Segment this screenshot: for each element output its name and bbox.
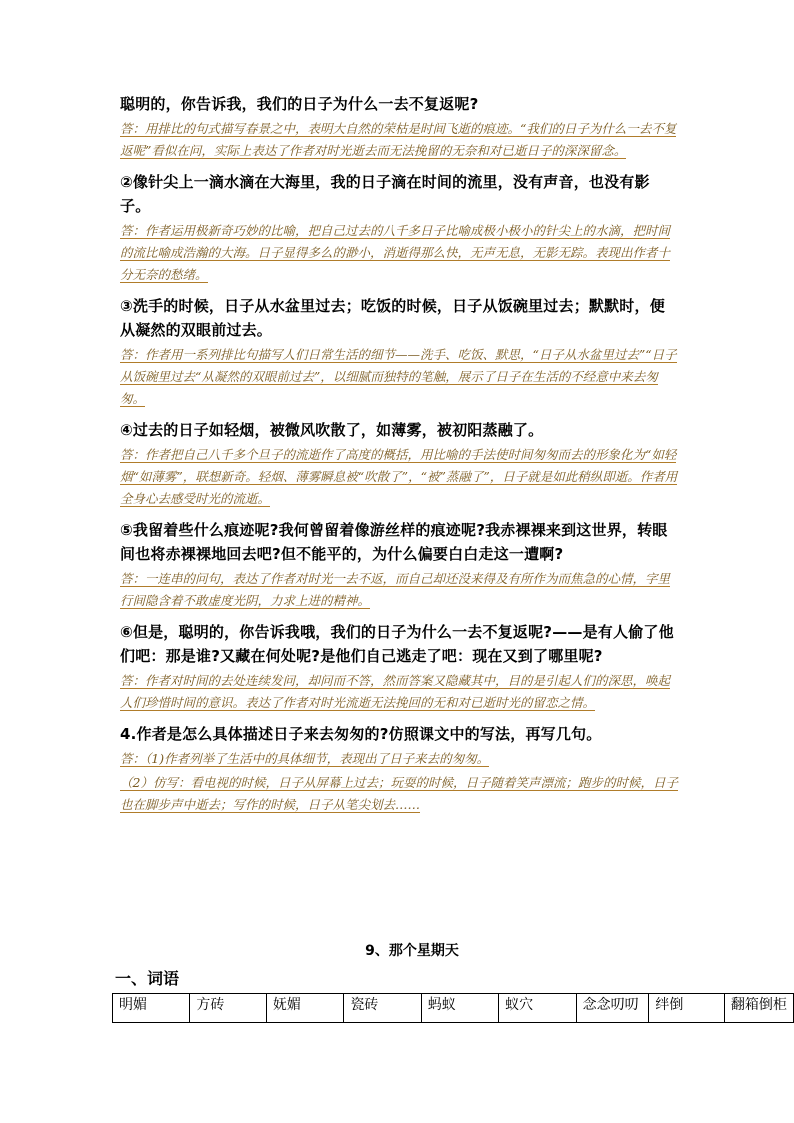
question-text: 4.作者是怎么具体描述日子来去匆匆的?仿照课文中的写法，再写几句。 — [120, 725, 602, 743]
vocab-table — [112, 993, 794, 1023]
question-text: ④过去的日子如轻烟，被微风吹散了，如薄雾，被初阳蒸融了。 — [120, 421, 544, 439]
qa-block-6 — [120, 620, 680, 714]
question-text: 聪明的，你告诉我，我们的日子为什么一去不复返呢? — [120, 95, 479, 113]
section-title: 9、那个星期天 — [365, 943, 459, 959]
question-text: ⑤我留着些什么痕迹呢?我何曾留着像游丝样的痕迹呢?我赤裸裸来到这世界，转眼间也将赤裸裸地回去吧?但不能平的，为什么偏要白白走这一遭啊? — [120, 521, 668, 563]
answer-text-2 — [120, 772, 680, 816]
question-text: ②像针尖上一滴水滴在大海里，我的日子滴在时间的流里，没有声音，也没有影子。 — [120, 173, 650, 215]
section-heading: 一、词语 — [115, 969, 180, 988]
answer-text — [120, 220, 680, 286]
vocab-cell: 蚂蚁 — [421, 994, 498, 1023]
answer-line: 答：用排比的句式描写春景之中，表明大自然的荣枯是时间飞逝的痕迹。“我们的日子为什么一去不复返呢”看似在问，实际上表达了作者对时光逝去而无法挽留的无奈和对已逝日子的深深留念。 — [120, 121, 677, 158]
answer-text — [120, 344, 680, 410]
qa-block-3 — [120, 294, 680, 410]
qa-block-5 — [120, 518, 680, 612]
answer-line: 答：（1)作者列举了生活中的具体细节，表现出了日子来去的匆匆。 — [120, 751, 490, 766]
qa-block-7 — [120, 722, 680, 816]
answer-text — [120, 568, 680, 612]
answer-line: 答：作者把自己八千多个旦子的流逝作了高度的概括，用比喻的手法使时间匆匆而去的形象化为“如轻烟“如薄雾”，联想新奇。轻烟、薄雾瞬息被“吹散了”，“被”蒸融了”，日子就是如此稍纵即逝。作者用全身心去感受时光的流逝。 — [120, 447, 678, 506]
answer-text — [120, 118, 680, 162]
qa-block-2 — [120, 170, 680, 286]
qa-block-4 — [120, 418, 680, 510]
vocab-cell: 瓷砖 — [344, 994, 421, 1023]
answer-text — [120, 748, 680, 770]
answer-text — [120, 670, 680, 714]
answer-line: 答：作者用一系列排比句描写人们日常生活的细节——洗手、吃饭、默思，“日子从水盆里过去”“日子从饭碗里过去“从凝然的双眼前过去”，以细腻而独特的笔触，展示了日子在生活的不经意中来去匆匆。 — [120, 347, 677, 406]
vocab-cell: 绊倒 — [649, 994, 725, 1023]
vocab-cell: 蚁穴 — [499, 994, 576, 1023]
vocab-cell: 念念叨叨 — [576, 994, 649, 1023]
vocab-cell: 妩媚 — [266, 994, 343, 1023]
content-column — [120, 92, 680, 824]
answer-text — [120, 444, 680, 510]
answer-line: 答：作者运用极新奇巧妙的比喻，把自己过去的八千多日子比喻成极小极小的针尖上的水滴，把时间的流比喻成浩瀚的大海。日子显得多么的渺小，消逝得那么快，无声无息，无影无踪。表现出作者十分无奈的愁绪。 — [120, 223, 671, 282]
table-row — [113, 994, 794, 1023]
answer-line: （2）仿写：看电视的时候，日子从屏幕上过去；玩耍的时候，日子随着笑声漂流；跑步的时候，日子也在脚步声中逝去；写作的时候，日子从笔尖划去…… — [120, 775, 678, 812]
qa-block-1 — [120, 92, 680, 162]
vocab-cell: 明媚 — [113, 994, 190, 1023]
answer-line: 答：作者对时间的去处连续发问，却问而不答，然而答案又隐藏其中，目的是引起人们的深思，唤起人们珍惜时间的意识。表达了作者对时光流逝无法挽回的无和对已逝时光的留恋之情。 — [120, 673, 671, 710]
answer-line: 答：一连串的问句，表达了作者对时光一去不返，而自己却还没来得及有所作为而焦急的心情，字里行间隐含着不敢虚度光阴，力求上进的精神。 — [120, 571, 671, 608]
question-text: ⑥但是，聪明的，你告诉我哦，我们的日子为什么一去不复返呢?——是有人偷了他们吧：那是谁?又藏在何处呢?是他们自己逃走了吧：现在又到了哪里呢? — [120, 623, 674, 665]
vocab-cell: 方砖 — [190, 994, 266, 1023]
question-text: ③洗手的时候，日子从水盆里过去；吃饭的时候，日子从饭碗里过去；默默时，便从凝然的双眼前过去。 — [120, 297, 665, 339]
vocab-cell: 翻箱倒柜 — [724, 994, 793, 1023]
